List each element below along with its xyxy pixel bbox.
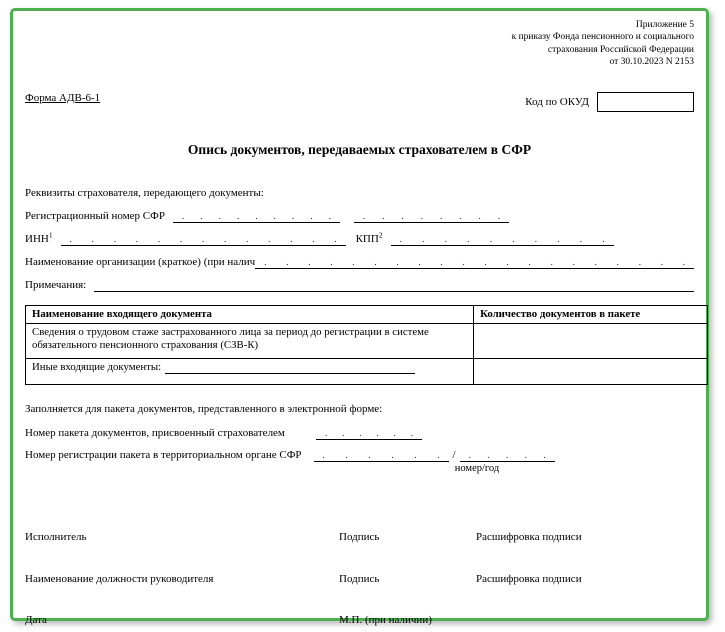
szvk-document-name: Сведения о трудовом стаже застрахованного лица за период до регистрации в системе обязательного пенсионного страхования (СЗВ-К) [26, 323, 474, 358]
package-registration-year-field[interactable]: . . . . . [460, 449, 555, 462]
package-registration-number-field[interactable]: . . . . . . [314, 449, 449, 462]
okud-group [525, 92, 694, 112]
head-signature-transcript-label: Расшифровка подписи [476, 572, 582, 585]
package-number-row [25, 426, 694, 440]
okud-value-box[interactable] [597, 92, 694, 112]
head-signature-label: Подпись [339, 572, 380, 585]
annotation-line: Приложение 5 [635, 20, 694, 30]
notes-field[interactable] [94, 278, 694, 292]
other-documents-field[interactable] [165, 361, 415, 374]
package-number-label: Номер пакета документов, присвоенный страхователем [25, 426, 285, 439]
table-row-other [26, 358, 708, 384]
okud-label: Код по ОКУД [525, 95, 589, 108]
package-registration-label: Номер регистрации пакета в территориальном органе СФР [25, 448, 302, 461]
number-year-separator: / [452, 448, 456, 461]
requisites-section-label: Реквизиты страхователя, передающего документы: [25, 186, 264, 199]
electronic-section-label: Заполняется для пакета документов, представленного в электронной форме: [25, 402, 383, 415]
number-year-caption: номер/год [454, 462, 500, 474]
other-documents-label: Иные входящие документы: [32, 360, 162, 373]
executor-label: Исполнитель [25, 531, 87, 544]
notes-label: Примечания: [25, 278, 87, 291]
stamp-label: М.П. (при наличии) [339, 613, 432, 626]
executor-signature-label: Подпись [339, 531, 380, 544]
package-registration-row [25, 448, 694, 462]
reg-number-field-2[interactable]: . . . . . . . . [354, 210, 509, 223]
other-documents-cell [26, 358, 474, 384]
annotation-line: к приказу Фонда пенсионного и социального [511, 32, 694, 43]
table-row-szvk [26, 323, 708, 358]
inn-kpp-row [25, 229, 694, 246]
head-position-label: Наименование должности руководителя [25, 572, 214, 585]
date-label: Дата [25, 613, 47, 626]
reg-number-label: Регистрационный номер СФР [25, 209, 165, 222]
other-documents-count-cell[interactable] [474, 358, 708, 384]
document-title: Опись документов, передаваемых страхователем в СФР [187, 142, 532, 158]
form-sheet [13, 11, 706, 626]
org-name-field[interactable]: . . . . . . . . . . . . . . . . . . . . [255, 256, 694, 269]
incoming-documents-table [25, 305, 708, 385]
notes-row [25, 278, 694, 292]
executor-signature-row [25, 531, 694, 544]
table-header-row [26, 305, 708, 323]
table-header-document-count: Количество документов в пакете [474, 305, 708, 323]
org-name-label: Наименование организации (краткое) (при налич [25, 255, 256, 268]
table-header-document-name: Наименование входящего документа [26, 305, 474, 323]
annotation-line: страхования Российской Федерации [547, 44, 694, 55]
szvk-document-count-cell[interactable] [474, 323, 708, 358]
reg-number-row [25, 209, 694, 223]
kpp-field[interactable]: . . . . . . . . . . [391, 233, 614, 246]
inn-field[interactable]: . . . . . . . . . . . . . [61, 233, 346, 246]
package-number-field[interactable]: . . . . . . [316, 427, 422, 440]
reg-number-field-1[interactable]: . . . . . . . . . [173, 210, 340, 223]
form-code-row [25, 92, 694, 112]
kpp-label: КПП$^2$ [355, 229, 383, 245]
inn-label: ИНН$^1$ [25, 229, 53, 245]
executor-signature-transcript-label: Расшифровка подписи [476, 531, 582, 544]
form-code-label: Форма АДВ-6-1 [25, 92, 101, 105]
date-stamp-row [25, 614, 694, 627]
annotation-line: от 30.10.2023 N 2153 [609, 57, 694, 68]
org-name-row [25, 255, 694, 269]
head-signature-row [25, 573, 694, 586]
appendix-annotation [25, 19, 694, 68]
